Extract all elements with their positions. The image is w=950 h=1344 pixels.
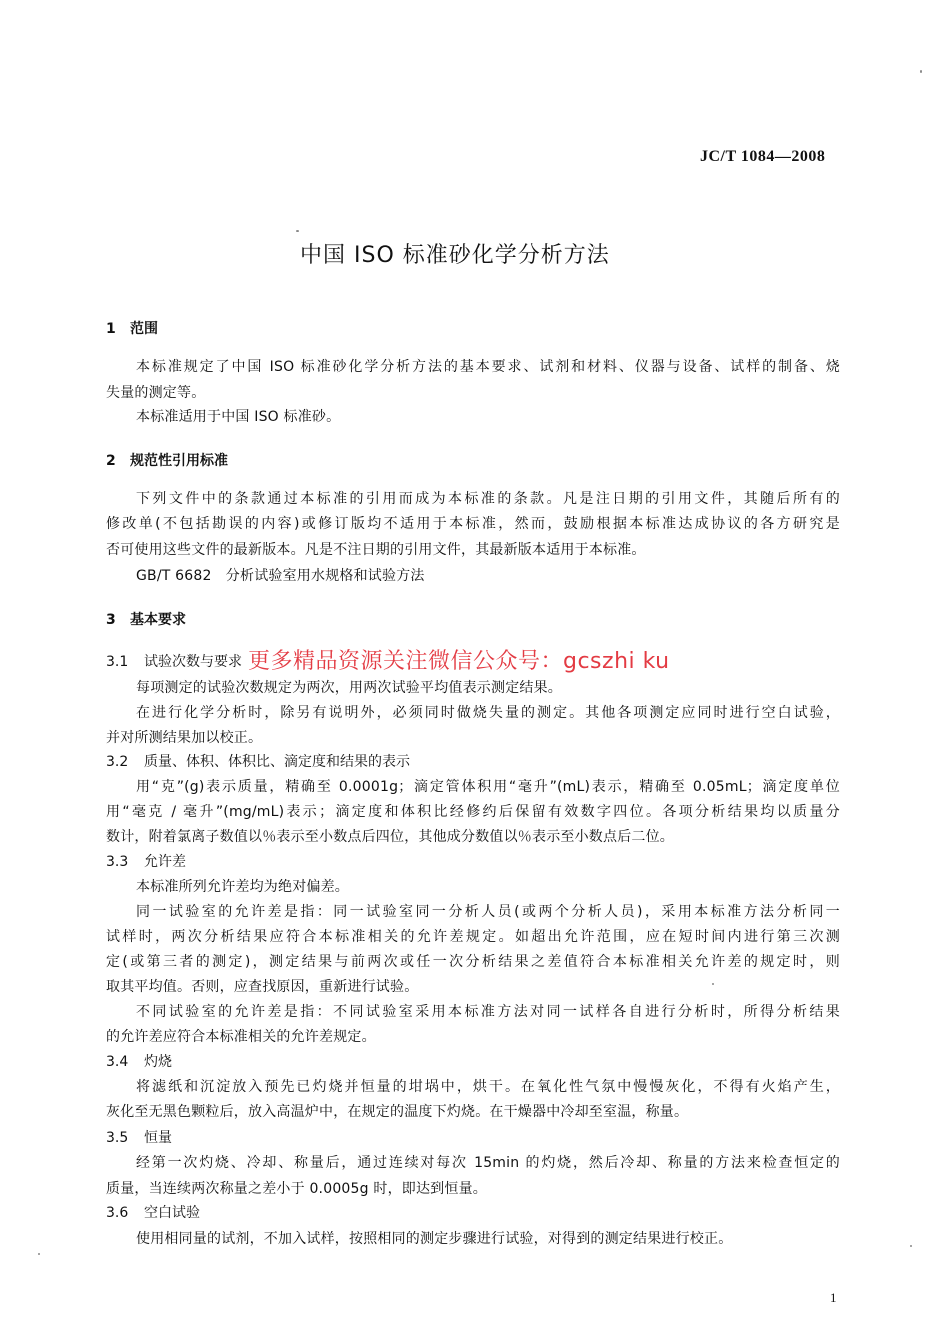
scan-speck: [910, 1245, 912, 1247]
paragraph-line: 将滤纸和沉淀放入预先已灼烧并恒量的坩埚中，烘干。在氧化性气氛中慢慢灰化，不得有火焰产生，: [136, 1079, 840, 1095]
subsection-number: 3.5: [106, 1130, 129, 1146]
subsection-3-3-heading: [106, 851, 186, 871]
section-title: 规范性引用标准: [130, 453, 228, 469]
paragraph-line: 本标准所列允许差均为绝对偏差。: [136, 879, 349, 895]
paragraph-line: 不同试验室的允许差是指：不同试验室采用本标准方法对同一试样各自进行分析时，所得分析结果: [136, 1004, 840, 1020]
paragraph-line: 用“克”(g)表示质量，精确至 0.0001g；滴定管体积用“毫升”(mL)表示，精确至 0.05mL；滴定度单位: [136, 779, 840, 795]
paragraph-line: 经第一次灼烧、冷却、称量后，通过连续对每次 15min 的灼烧，然后冷却、称量的方法来检查恒定的: [136, 1155, 840, 1171]
page-number: 1: [830, 1290, 837, 1305]
subsection-title: 恒量: [144, 1130, 172, 1146]
scan-speck: [38, 1253, 40, 1255]
paragraph-line: 下列文件中的条款通过本标准的引用而成为本标准的条款。凡是注日期的引用文件，其随后所有的: [136, 491, 840, 507]
paragraph-line: 并对所测结果加以校正。: [106, 730, 263, 746]
paragraph-line: 的允许差应符合本标准相关的允许差规定。: [106, 1029, 376, 1045]
watermark-text: 更多精品资源关注微信公众号：gcszhi ku: [248, 649, 670, 674]
standard-code: JC/T 1084—2008: [700, 148, 826, 165]
subsection-3-6-heading: [106, 1202, 200, 1222]
paragraph-line: 试样时，两次分析结果应符合本标准相关的允许差规定。如超出允许范围，应在短时间内进行第三次测: [106, 929, 840, 945]
subsection-number: 3.6: [106, 1205, 129, 1221]
subsection-number: 3.3: [106, 854, 129, 870]
section-1-heading: [106, 318, 158, 338]
section-number: 1: [106, 321, 116, 337]
paragraph-line: 本标准规定了中国 ISO 标准砂化学分析方法的基本要求、试剂和材料、仪器与设备、试样的制备、烧: [136, 359, 840, 375]
paragraph-line: 修改单(不包括勘误的内容)或修订版均不适用于本标准，然而，鼓励根据本标准达成协议的各方研究是: [106, 516, 840, 532]
subsection-title: 质量、体积、体积比、滴定度和结果的表示: [144, 754, 410, 770]
paragraph-line: 定(或第三者的测定)，测定结果与前两次或任一次分析结果之差值符合本标准相关允许差的规定时，则: [106, 954, 840, 970]
paragraph-line: 灰化至无黑色颗粒后，放入高温炉中，在规定的温度下灼烧。在干燥器中冷却至室温，称量。: [106, 1104, 689, 1120]
section-number: 3: [106, 612, 116, 628]
paragraph-line: 取其平均值。否则，应查找原因，重新进行试验。: [106, 979, 419, 995]
paragraph-line: 用“毫克 / 毫升”(mg/mL)表示；滴定度和体积比经修约后保留有效数字四位。各项分析结果均以质量分: [106, 804, 840, 820]
subsection-title: 空白试验: [144, 1205, 200, 1221]
subsection-title: 允许差: [144, 854, 186, 870]
subsection-title: 试验次数与要求: [144, 654, 242, 670]
paragraph-line: 本标准适用于中国 ISO 标准砂。: [136, 409, 341, 425]
paragraph-line: 使用相同量的试剂，不加入试样，按照相同的测定步骤进行试验，对得到的测定结果进行校正。: [136, 1231, 733, 1247]
paragraph-line: 质量，当连续两次称量之差小于 0.0005g 时，即达到恒量。: [106, 1181, 487, 1197]
subsection-title: 灼烧: [144, 1054, 172, 1070]
subsection-number: 3.4: [106, 1054, 129, 1070]
paragraph-line: 在进行化学分析时，除另有说明外，必须同时做烧失量的测定。其他各项测定应同时进行空白试验，: [136, 705, 840, 721]
subsection-3-4-heading: [106, 1051, 172, 1071]
subsection-number: 3.2: [106, 754, 129, 770]
reference-item: GB/T 6682 分析试验室用水规格和试验方法: [136, 568, 425, 584]
section-3-heading: [106, 609, 186, 629]
section-number: 2: [106, 453, 116, 469]
paragraph-line: 失量的测定等。: [106, 385, 206, 401]
scan-speck: [296, 230, 299, 232]
subsection-3-5-heading: [106, 1127, 172, 1147]
section-title: 范围: [130, 321, 158, 337]
section-title: 基本要求: [130, 612, 186, 628]
section-2-heading: [106, 450, 228, 470]
subsection-number: 3.1: [106, 654, 129, 670]
paragraph-line: 每项测定的试验次数规定为两次，用两次试验平均值表示测定结果。: [136, 680, 562, 696]
subsection-3-2-heading: [106, 751, 410, 771]
paragraph-line: 同一试验室的允许差是指：同一试验室同一分析人员(或两个分析人员)，采用本标准方法分析同一: [136, 904, 840, 920]
scan-speck: [712, 983, 714, 985]
document-title: 中国 ISO 标准砂化学分析方法: [300, 243, 610, 268]
paragraph-line: 否可使用这些文件的最新版本。凡是不注日期的引用文件，其最新版本适用于本标准。: [106, 542, 646, 558]
subsection-3-1-heading: [106, 651, 242, 671]
scan-speck: [920, 70, 922, 73]
paragraph-line: 数计，附着氯离子数值以％表示至小数点后四位，其他成分数值以％表示至小数点后二位。: [106, 829, 674, 845]
